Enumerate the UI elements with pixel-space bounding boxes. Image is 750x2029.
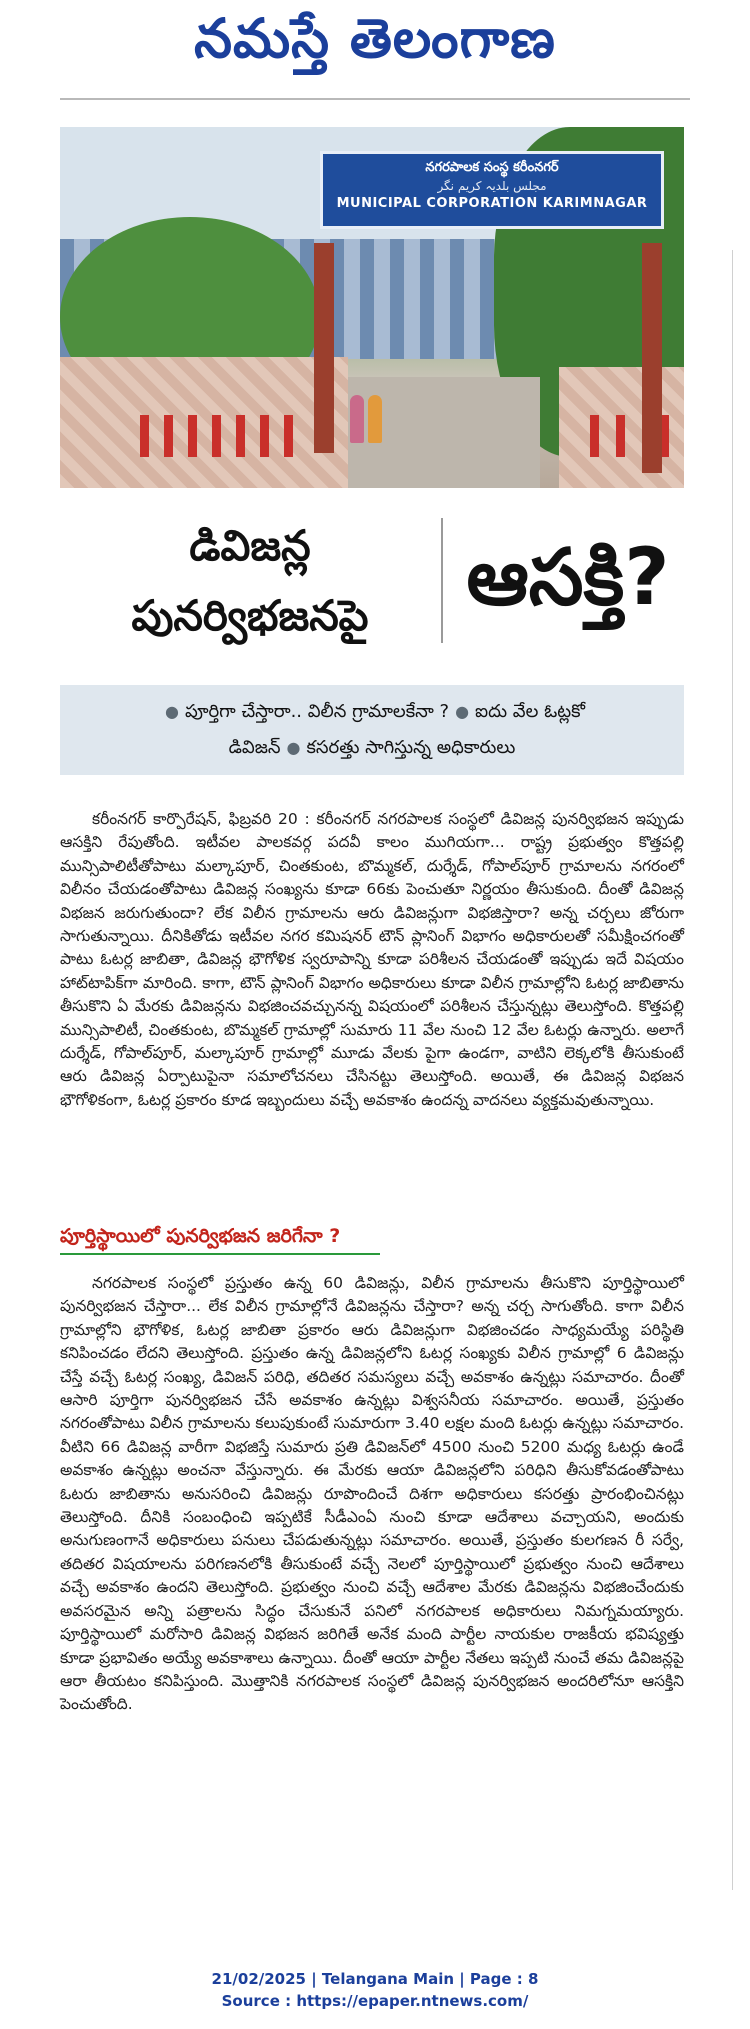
headline-line-1: డివిజన్ల [189,521,311,570]
gate-pillar-left [314,243,334,453]
photo-wall-left [60,357,348,488]
headline [60,498,684,673]
subhead-item: ఐదు వేల ఓట్లకో [475,701,586,722]
column-rule [732,250,733,1890]
page-footer [0,1968,750,2012]
gate-pillar-right [642,243,662,473]
section-subhead: పూర్తిస్థాయిలో పునర్విభజన జరిగేనా ? [60,1225,341,1247]
subhead-line-2 [60,733,684,763]
sign-telugu: నగరపాలక సంస్థ కరీంనగర్ [425,160,559,175]
corporation-signboard [320,151,664,229]
subhead-item: పూర్తిగా చేస్తారా.. విలీన గ్రామాలకేనా ? [184,701,450,722]
bullet-icon: ● [455,702,470,721]
subhead-item: కసరత్తు సాగిస్తున్న అధికారులు [306,737,516,758]
subhead-underline [60,1253,380,1255]
person-figure [368,395,382,443]
newspaper-title: నమస్తే తెలంగాణ [194,7,556,70]
article-photo [60,127,684,488]
masthead-divider [60,98,690,100]
paragraph: కరీంనగర్ కార్పొరేషన్, ఫిబ్రవరి 20 : కరీంనగర్ నగరపాలక సంస్థలో డివిజన్ల పునర్విభజన ఇప్పుడు ఆసక్తిని రేపుతోంది. ఇటీవల పాలకవర్గ పదవీ కాలం ముగియగా... రాష్ట్ర ప్రభుత్వం కొత్తపల్లి మున్సిపాలిటీతోపాటు మల్కాపూర్, చింతకుంట, బొమ్మకల్, దుర్శేడ్, గోపాల్‌పూర్ గ్రామాలను నగరంలో విలీనం చేయడంతోపాటు డివిజన్ల సంఖ్యను కూడా 66కు పెంచుతూ నిర్ణయం తీసుకుంది. దీంతో డివిజన్ల విభజన జరుగుతుందా? లేక విలీన గ్రామాలను ఆరు డివిజన్లుగా విభజిస్తారా? అన్న చర్చలు జోరుగా సాగుతున్నాయి. దీనికితోడు ఇటీవల నగర కమిషనర్ టౌన్ ప్లానింగ్ విభాగం అధికారులతో సమీక్షించగంతో పాటు ఓటర్ల జాబితా, డివిజన్ల భౌగోళిక స్వరూపాన్ని కూడా పరిశీలన చేయడంతో ఇప్పుడు ఇదే విషయం హాట్‌టాపిక్‌గా మారింది. కాగా, టౌన్ ప్లానింగ్ విభాగం అధికారులు కూడా విలీన గ్రామాల్లోని ఓటర్ల జాబితాను తీసుకొని ఏ మేరకు డివిజన్లను విభజించవచ్చునన్న విషయంలో పరిశీలన చేస్తున్నట్లు తెలుస్తోంది. కొత్తపల్లి మున్సిపాలిటీ, చింతకుంట, బొమ్మకల్ గ్రామాల్లో సుమారు 11 వేల నుంచి 12 వేల ఓటర్లు ఉన్నారు. అలాగే దుర్శేడ్, గోపాల్‌పూర్, మల్కాపూర్ గ్రామాల్లో మూడు వేలకు పైగా ఉండగా, వాటిని లెక్కలోకి తీసుకుంటే ఆరు డివిజన్ల ఏర్పాటుపైనా సమాలోచనలు చేసినట్టు తెలుస్తోంది. అయితే, ఈ డివిజన్ల విభజన భౌగోళికంగా, ఓటర్ల ప్రకారం కూడ ఇబ్బందులు వచ్చే అవకాశం ఉందన్న వాదనలు వ్యక్తమవుతున్నాయి. [60,810,684,1109]
paragraph: నగరపాలక సంస్థలో ప్రస్తుతం ఉన్న 60 డివిజన్లు, విలీన గ్రామాలను తీసుకొని పూర్తిస్థాయిలో పునర్విభజన చేస్తారా... లేక విలీన గ్రామాల్లోనే డివిజన్లను చేస్తారా? అన్న చర్చ సాగుతోంది. కాగా విలీన గ్రామాల్లోని భౌగోళిక, ఓటర్ల జాబితా ప్రకారం ఆరు డివిజన్లుగా విభజించడం సాధ్యమయ్యే పరిస్థితి కనిపించడం లేదని తెలుస్తోంది. ప్రస్తుతం ఉన్న డివిజన్లలోని ఓటర్ల సంఖ్యకు విలీన గ్రామాల్లో 6 డివిజన్లు చేస్తే వచ్చే ఓటర్ల సంఖ్య, డివిజన్ పరిధి, తదితర సమస్యలు వచ్చే అవకాశం ఉన్నట్లు సమాచారం. దీంతో ఆసారి పూర్తిగా పునర్విభజన చేసే అవకాశం ఉన్నట్లు విశ్వసనీయ సమాచారం. అయితే, ప్రస్తుతం నగరంతోపాటు విలీన గ్రామాలను కలుపుకుంటే సుమారుగా 3.40 లక్షల మంది ఓటర్లు ఉన్నట్లు సమాచారం. వీటిని 66 డివిజన్ల వారీగా విభజిస్తే సుమారు ప్రతి డివిజన్‌లో 4500 నుంచి 5200 మధ్య ఓటర్లు ఉండే అవకాశం ఉన్నట్లు అంచనా వేస్తున్నారు. ఈ మేరకు ఆయా డివిజన్లలోని పరిధిని తీసుకోవడంతోపాటు ఓటరు జాబితాను అనుసరించి డివిజన్లు రూపొందించే దిశగా అధికారులు కసరత్తు ప్రారంభించినట్లు తెలుస్తోంది. దీనికి సంబంధించి ఇప్పటికే సీడీఎంఏ నుంచి కూడా ఆదేశాలు వచ్చాయని, అందుకు అనుగుణంగానే అధికారులు పనులు చేపడుతున్నట్లు సమాచారం. అయితే, ప్రస్తుతం కులగణన రీ సర్వే, తదితర విషయాలను పరిగణనలోకి తీసుకుంటే వచ్చే నెలలో పూర్తిస్థాయిలో ప్రభుత్వం నుంచి ఆదేశాలు వచ్చే అవకాశం ఉందని తెలుస్తోంది. ప్రభుత్వం నుంచి వచ్చే ఆదేశాల మేరకు డివిజన్లను విభజించేందుకు అవసరమైన అన్ని పత్రాలను సిద్ధం చేసుకునే పనిలో నగరపాలక అధికారులు నిమగ్నమయ్యారు. పూర్తిస్థాయిలో మరోసారి డివిజన్ల విభజన జరిగితే అనేక మంది పార్టీల నాయకుల రాజకీయ భవిష్యత్తు కూడా ప్రభావితం అయ్యే అవకాశాలు ఉన్నాయి. దీంతో ఆయా పార్టీల నేతలు ఇప్పటి నుంచే తమ డివిజన్లపై ఆరా తీయటం కనిపిస్తుంది. మొత్తానికి నగరపాలక సంస్థలో డివిజన్ల పునర్విభజన అందరిలోనూ ఆసక్తిని పెంచుతోంది. [60,1274,684,1714]
article-body-1 [60,808,684,1112]
headline-divider [441,518,443,643]
subhead-item: డివిజన్ [228,737,281,758]
sign-english: MUNICIPAL CORPORATION KARIMNAGAR [336,196,648,211]
headline-emphasis: ఆసక్తి? [466,533,670,623]
article-body-2 [60,1272,684,1717]
masthead [0,0,750,92]
bullet-icon: ● [286,738,301,757]
footer-source-link[interactable]: Source : https://epaper.ntnews.com/ [221,1992,529,2010]
person-figure [350,395,364,443]
bullet-icon: ● [164,702,179,721]
sign-urdu: مجلس بلدیہ کریم نگر [437,179,547,193]
subheads-box [60,685,684,775]
subhead-line-1 [60,697,684,727]
footer-edition-info: 21/02/2025 | Telangana Main | Page : 8 [211,1970,539,1988]
headline-line-2: పునర్విభజనపై [131,591,369,640]
